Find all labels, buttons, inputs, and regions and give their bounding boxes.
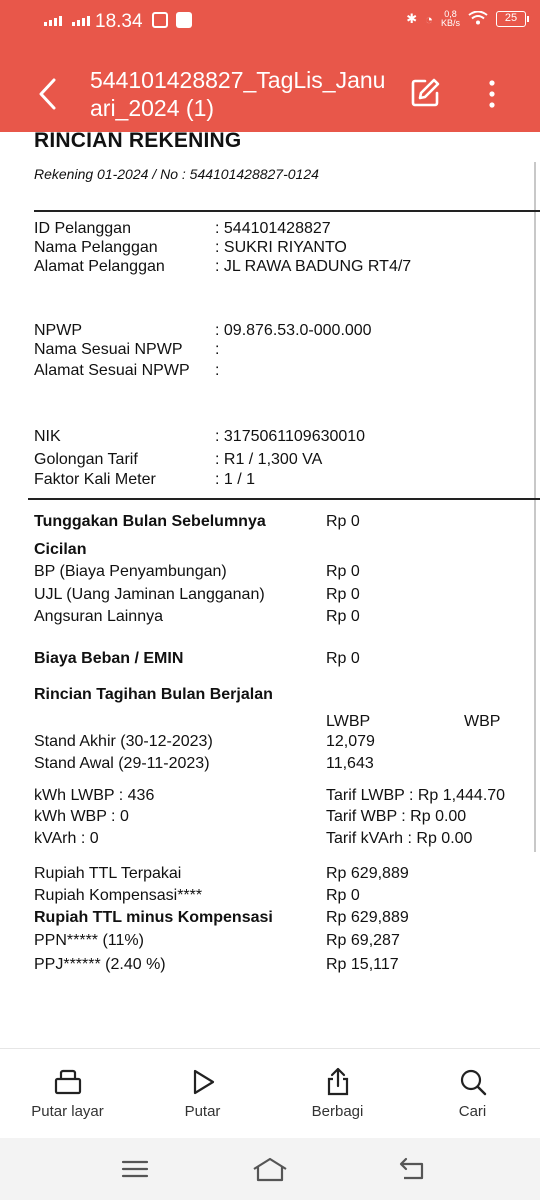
mail-icon	[152, 12, 168, 28]
home-button[interactable]	[250, 1152, 290, 1186]
stand-label: Stand Awal (29-11-2023)	[34, 755, 210, 772]
net-speed-unit: KB/s	[440, 18, 460, 28]
field-label: Alamat Sesuai NPWP	[34, 362, 190, 379]
chevron-left-icon	[34, 76, 60, 112]
document-title: 544101428827_TagLis_Januari_2024 (1)	[90, 67, 386, 121]
biaya-beban-label: Biaya Beban / EMIN	[34, 650, 184, 667]
share-button[interactable]	[270, 1049, 405, 1139]
total-value: Rp 15,117	[326, 956, 399, 973]
document-page[interactable]	[0, 132, 540, 1048]
total-label: PPN***** (11%)	[34, 932, 144, 949]
edit-button[interactable]	[408, 76, 442, 110]
net-speed	[441, 10, 460, 28]
menu-icon	[115, 1152, 155, 1186]
system-back-button[interactable]	[392, 1152, 432, 1186]
search-label: Cari	[458, 1103, 487, 1120]
back-button[interactable]	[34, 76, 60, 112]
field-value: : 3175061109630010	[215, 428, 366, 445]
cicilan-value: Rp 0	[326, 608, 360, 625]
field-label: ID Pelanggan	[34, 220, 131, 237]
more-vertical-icon	[480, 78, 504, 110]
app-header	[0, 0, 540, 132]
alarm-icon: ◔	[425, 11, 433, 27]
rotate-screen-button[interactable]	[0, 1049, 135, 1139]
net-speed-value: 0,8	[444, 9, 457, 19]
home-icon	[250, 1152, 290, 1186]
cicilan-label: UJL (Uang Jaminan Langganan)	[34, 586, 265, 603]
rekening-number: Rekening 01-2024 / No : 544101428827-0124	[34, 166, 319, 182]
usage-label: kVArh : 0	[34, 830, 99, 847]
cicilan-label: BP (Biaya Penyambungan)	[34, 563, 227, 580]
bottom-action-bar	[0, 1048, 540, 1138]
cicilan-label: Angsuran Lainnya	[34, 608, 163, 625]
field-label: Alamat Pelanggan	[34, 258, 165, 275]
field-value: : 544101428827	[215, 220, 331, 237]
signal-icon	[44, 14, 62, 26]
field-label: NPWP	[34, 322, 82, 339]
total-value: Rp 629,889	[326, 865, 409, 882]
back-icon	[392, 1152, 432, 1186]
field-value: : 09.876.53.0-000.000	[215, 322, 372, 339]
wifi-icon	[468, 11, 488, 28]
recents-button[interactable]	[115, 1152, 155, 1186]
stand-label: Stand Akhir (30-12-2023)	[34, 733, 213, 750]
tarif-value: Tarif LWBP : Rp 1,444.70	[326, 787, 506, 804]
stand-value: 11,643	[326, 755, 374, 772]
divider	[28, 498, 540, 500]
signal-icon-2	[72, 14, 90, 26]
share-icon	[323, 1067, 353, 1097]
tunggakan-label: Tunggakan Bulan Sebelumnya	[34, 513, 266, 530]
total-value: Rp 629,889	[326, 909, 409, 926]
notification-icon	[176, 12, 192, 28]
usage-label: kWh LWBP : 436	[34, 787, 155, 804]
field-label: Nama Pelanggan	[34, 239, 158, 256]
field-value: : R1 / 1,300 VA	[215, 451, 323, 468]
cicilan-value: Rp 0	[326, 586, 360, 603]
search-button[interactable]	[405, 1049, 540, 1139]
more-options-button[interactable]	[480, 78, 504, 110]
total-label: PPJ****** (2.40 %)	[34, 956, 166, 973]
tarif-value: Tarif kVArh : Rp 0.00	[326, 830, 473, 847]
tunggakan-value: Rp 0	[326, 513, 360, 530]
divider	[34, 210, 540, 212]
rotate-screen-label: Putar layar	[31, 1103, 104, 1120]
play-label: Putar	[184, 1103, 221, 1120]
edit-icon	[408, 76, 442, 110]
field-label: Golongan Tarif	[34, 451, 138, 468]
field-value: :	[215, 362, 220, 379]
field-label: NIK	[34, 428, 61, 445]
status-time: 18.34	[95, 11, 143, 32]
search-icon	[458, 1067, 488, 1097]
total-label: Rupiah TTL minus Kompensasi	[34, 909, 273, 926]
cicilan-value: Rp 0	[326, 563, 360, 580]
usage-label: kWh WBP : 0	[34, 808, 129, 825]
field-label: Nama Sesuai NPWP	[34, 341, 183, 358]
page-edge	[534, 162, 536, 852]
total-value: Rp 69,287	[326, 932, 400, 949]
tarif-value: Tarif WBP : Rp 0.00	[326, 808, 467, 825]
field-label: Faktor Kali Meter	[34, 471, 156, 488]
status-bar	[0, 0, 540, 44]
total-value: Rp 0	[326, 887, 360, 904]
status-right	[406, 10, 526, 28]
field-value: : 1 / 1	[215, 471, 256, 488]
rotate-screen-icon	[53, 1067, 83, 1097]
play-icon	[188, 1067, 218, 1097]
field-value: :	[215, 341, 220, 358]
share-label: Berbagi	[311, 1103, 364, 1120]
bluetooth-icon: ✱	[406, 11, 418, 26]
system-navigation-bar	[0, 1138, 540, 1200]
biaya-beban-value: Rp 0	[326, 650, 360, 667]
wbp-column-header: WBP	[464, 713, 501, 730]
play-button[interactable]	[135, 1049, 270, 1139]
field-value: : SUKRI RIYANTO	[215, 239, 347, 256]
total-label: Rupiah TTL Terpakai	[34, 865, 182, 882]
cicilan-title: Cicilan	[34, 541, 87, 558]
battery-icon: 25	[496, 11, 526, 27]
rincian-title: Rincian Tagihan Bulan Berjalan	[34, 686, 273, 703]
lwbp-column-header: LWBP	[326, 713, 371, 730]
field-value: : JL RAWA BADUNG RT4/7	[215, 258, 412, 275]
total-label: Rupiah Kompensasi****	[34, 887, 203, 904]
stand-value: 12,079	[326, 733, 375, 750]
document-heading: RINCIAN REKENING	[34, 132, 242, 152]
